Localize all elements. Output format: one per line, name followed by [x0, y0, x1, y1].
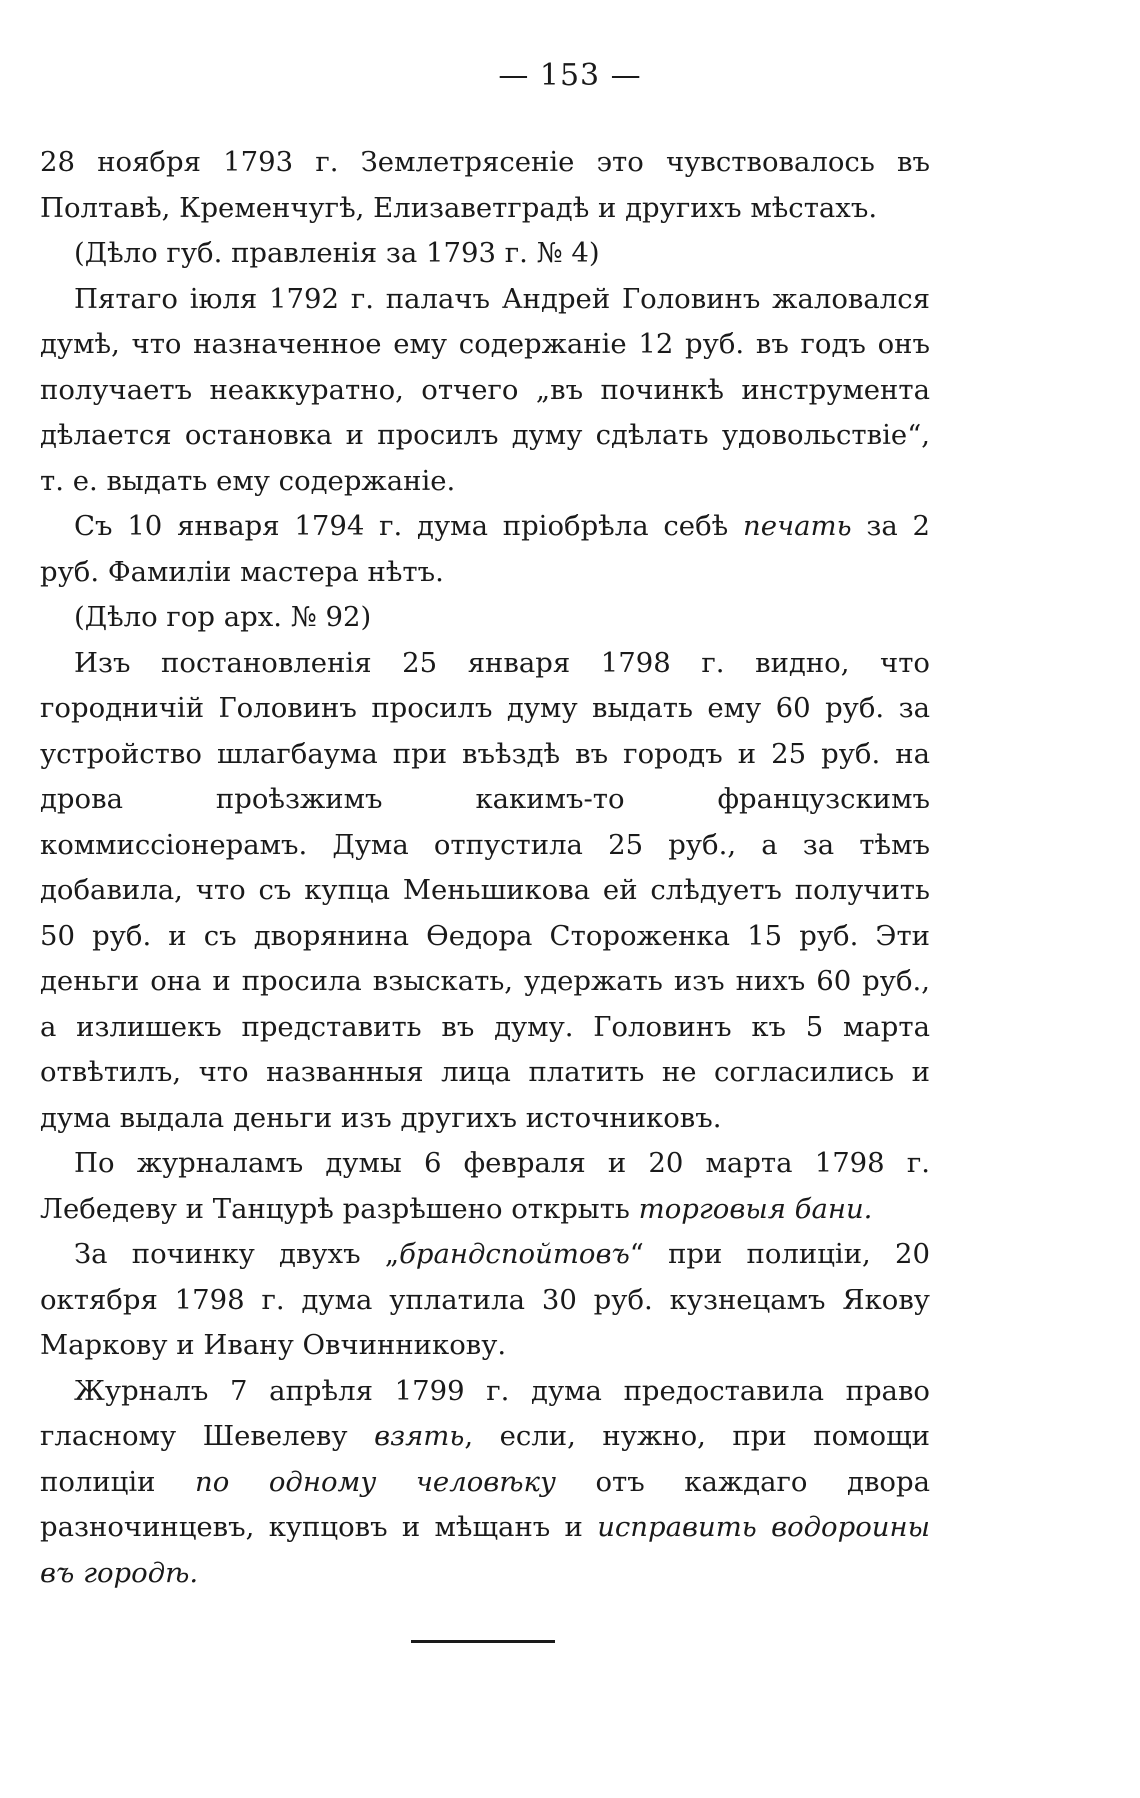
paragraph-ravines-text-2: , если, нужно, при помощи полиціи — [40, 1420, 930, 1498]
paragraph-ravines-emphasis-2: по одному человѣку — [195, 1465, 556, 1498]
citation-gub-pravlenie: (Дѣло губ. правленія за 1793 г. № 4) — [74, 237, 600, 269]
paragraph-seal-emphasis: печать — [743, 510, 852, 542]
paragraph-ravines-emphasis-3: исправить водороины въ городѣ. — [40, 1511, 930, 1589]
page-body — [40, 140, 930, 1596]
paragraph-fire-pumps-text-1: За починку двухъ „ — [74, 1238, 400, 1270]
paragraph-barrier: Изъ постановленія 25 января 1798 г. видно, что городничій Головинъ просилъ думу выдать ему 60 руб. за устройство шлагбаума при въѣздѣ въ городъ и 25 руб. на дрова проѣзжимъ какимъ-то французскимъ коммиссіонерамъ. Дума отпустила 25 руб., а за тѣмъ добавила, что съ купца Меньшикова ей слѣдуетъ получить 50 руб. и съ дворянина Өедора Стороженка 15 руб. Эти деньги она и просила взыскать, удержать изъ нихъ 60 руб., а излишекъ представить въ думу. Головинъ къ 5 марта отвѣтилъ, что названныя лица платить не согласились и дума выдала деньги изъ другихъ источниковъ. — [40, 646, 930, 1134]
paragraph-ravines-text-1: Журналъ 7 апрѣля 1799 г. дума предоставила право гласному Шевелеву — [40, 1374, 930, 1452]
citation-gor-arch: (Дѣло гор арх. № 92) — [74, 601, 372, 633]
paragraph-fire-pumps-emphasis: брандспойтовъ — [399, 1238, 630, 1270]
paragraph-baths — [40, 1141, 930, 1232]
paragraph-ravines — [40, 1369, 930, 1597]
paragraph-ravines-text-3: отъ каждаго двора разночинцевъ, купцовъ и мѣщанъ и — [40, 1465, 930, 1543]
paragraph-executioner: Пятаго іюля 1792 г. палачъ Андрей Головинъ жаловался думѣ, что назначенное ему содержаніе 12 руб. въ годъ онъ получаетъ неаккуратно, отчего „въ починкѣ инструмента дѣлается остановка и просилъ думу сдѣлать удовольствіе“, т. е. выдать ему содержаніе. — [40, 282, 930, 497]
paragraph-seal — [40, 504, 930, 595]
page-number: — 153 — — [498, 58, 642, 93]
section-divider — [411, 1640, 555, 1643]
paragraph-baths-text: По журналамъ думы 6 февраля и 20 марта 1798 г. Лебедеву и Танцурѣ разрѣшено открыть — [40, 1147, 930, 1225]
paragraph-ravines-emphasis-1: взять — [374, 1420, 465, 1452]
paragraph-fire-pumps — [40, 1232, 930, 1369]
paragraph-baths-emphasis: торговыя бани. — [638, 1192, 873, 1225]
paragraph-earthquake: 28 ноября 1793 г. Землетрясеніе это чувствовалось въ Полтавѣ, Кременчугѣ, Елизаветградѣ и другихъ мѣстахъ. — [40, 146, 930, 224]
paragraph-seal-text-2: за 2 руб. Фамиліи мастера нѣтъ. — [40, 510, 930, 588]
paragraph-seal-text-1: Съ 10 января 1794 г. дума пріобрѣла себѣ — [74, 510, 743, 542]
paragraph-fire-pumps-text-2: “ при полиціи, 20 октября 1798 г. дума уплатила 30 руб. кузнецамъ Якову Маркову и Ивану Овчинникову. — [40, 1238, 930, 1361]
